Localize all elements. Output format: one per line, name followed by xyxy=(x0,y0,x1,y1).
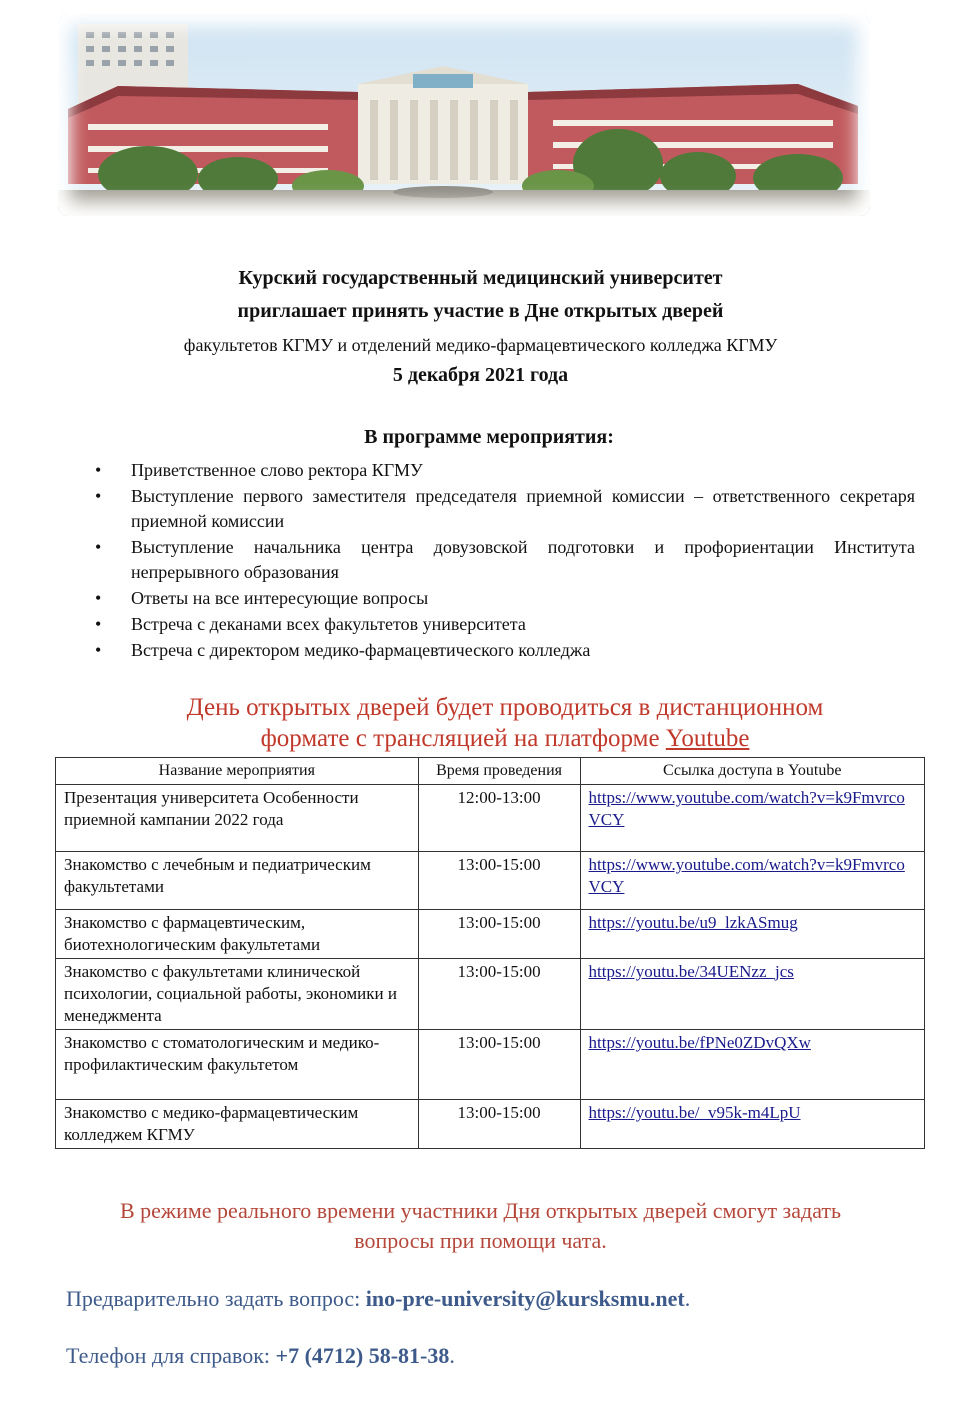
event-time: 12:00-13:00 xyxy=(418,785,580,852)
list-item: • Приветственное слово ректора КГМУ xyxy=(95,460,423,480)
event-time: 13:00-15:00 xyxy=(418,852,580,910)
event-date: 5 декабря 2021 года xyxy=(392,364,569,386)
heading-subtitle: факультетов КГМУ и отделений медико-фармацевтического колледжа КГМУ xyxy=(183,335,778,355)
table-row xyxy=(56,785,925,852)
list-item: • Встреча с деканами всех факультетов университета xyxy=(95,614,526,634)
building-illustration xyxy=(58,14,870,216)
event-name: Знакомство с фармацевтическим, биотехнологическим факультетами xyxy=(56,910,419,959)
list-item: • Выступление начальника центра довузовской подготовки и профориентации Института непрерывного образования xyxy=(95,537,915,582)
column-header-name: Название мероприятия xyxy=(56,758,419,785)
main-heading xyxy=(0,262,961,328)
event-time: 13:00-15:00 xyxy=(418,910,580,959)
phone-contact: Телефон для справок: +7 (4712) 58-81-38. xyxy=(66,1343,455,1368)
email-link[interactable]: ino-pre-university@kursksmu.net xyxy=(365,1286,685,1311)
youtube-link[interactable]: https://youtu.be/_v95k-m4LpU xyxy=(588,1103,801,1122)
table-row xyxy=(56,910,925,959)
event-name: Презентация университета Особенности приемной кампании 2022 года xyxy=(56,785,419,852)
remote-format-notice xyxy=(0,692,961,754)
column-header-time: Время проведения xyxy=(418,758,580,785)
list-item: • Ответы на все интересующие вопросы xyxy=(95,588,429,608)
youtube-link[interactable]: https://www.youtube.com/watch?v=k9FmvrcoVCY xyxy=(588,788,905,829)
youtube-link[interactable]: Youtube xyxy=(665,725,750,752)
program-list xyxy=(95,458,915,664)
notice-line-2: формате с трансляцией на платформе Youtube xyxy=(260,725,750,752)
list-item: • Выступление первого заместителя председателя приемной комиссии – ответственного секретаря приемной комиссии xyxy=(95,486,915,531)
youtube-link[interactable]: https://youtu.be/34UENzz_jcs xyxy=(588,962,794,981)
event-time: 13:00-15:00 xyxy=(418,1100,580,1149)
youtube-link[interactable]: https://www.youtube.com/watch?v=k9FmvrcoVCY xyxy=(588,855,905,896)
event-time: 13:00-15:00 xyxy=(418,1030,580,1100)
table-row xyxy=(56,959,925,1030)
university-building-photo xyxy=(58,14,870,216)
youtube-link[interactable]: https://youtu.be/u9_lzkASmug xyxy=(588,913,798,932)
event-time: 13:00-15:00 xyxy=(418,959,580,1030)
notice-line-1: День открытых дверей будет проводиться в дистанционном xyxy=(186,694,824,721)
table-header-row xyxy=(56,758,925,785)
column-header-link: Ссылка доступа в Youtube xyxy=(580,758,925,785)
heading-line-1: Курский государственный медицинский университет xyxy=(238,267,723,289)
event-name: Знакомство с лечебным и педиатрическим факультетами xyxy=(56,852,419,910)
event-name: Знакомство с медико-фармацевтическим колледжем КГМУ xyxy=(56,1100,419,1149)
realtime-chat-notice: В режиме реального времени участники Дня открытых дверей смогут задать вопросы при помощи чата. xyxy=(119,1198,842,1253)
program-title: В программе мероприятия: xyxy=(364,426,614,448)
heading-line-2: приглашает принять участие в Дне открытых дверей xyxy=(237,300,724,322)
event-name: Знакомство с стоматологическим и медико-профилактическим факультетом xyxy=(56,1030,419,1100)
schedule-table xyxy=(55,757,925,1149)
table-row xyxy=(56,852,925,910)
youtube-link[interactable]: https://youtu.be/fPNe0ZDvQXw xyxy=(588,1033,811,1052)
table-row xyxy=(56,1030,925,1100)
event-name: Знакомство с факультетами клинической психологии, социальной работы, экономики и менеджмента xyxy=(56,959,419,1030)
phone-number[interactable]: +7 (4712) 58-81-38 xyxy=(275,1343,450,1368)
list-item: • Встреча с директором медико-фармацевтического колледжа xyxy=(95,640,591,660)
email-contact: Предварительно задать вопрос: ino-pre-university@kursksmu.net. xyxy=(66,1286,691,1311)
table-row xyxy=(56,1100,925,1149)
